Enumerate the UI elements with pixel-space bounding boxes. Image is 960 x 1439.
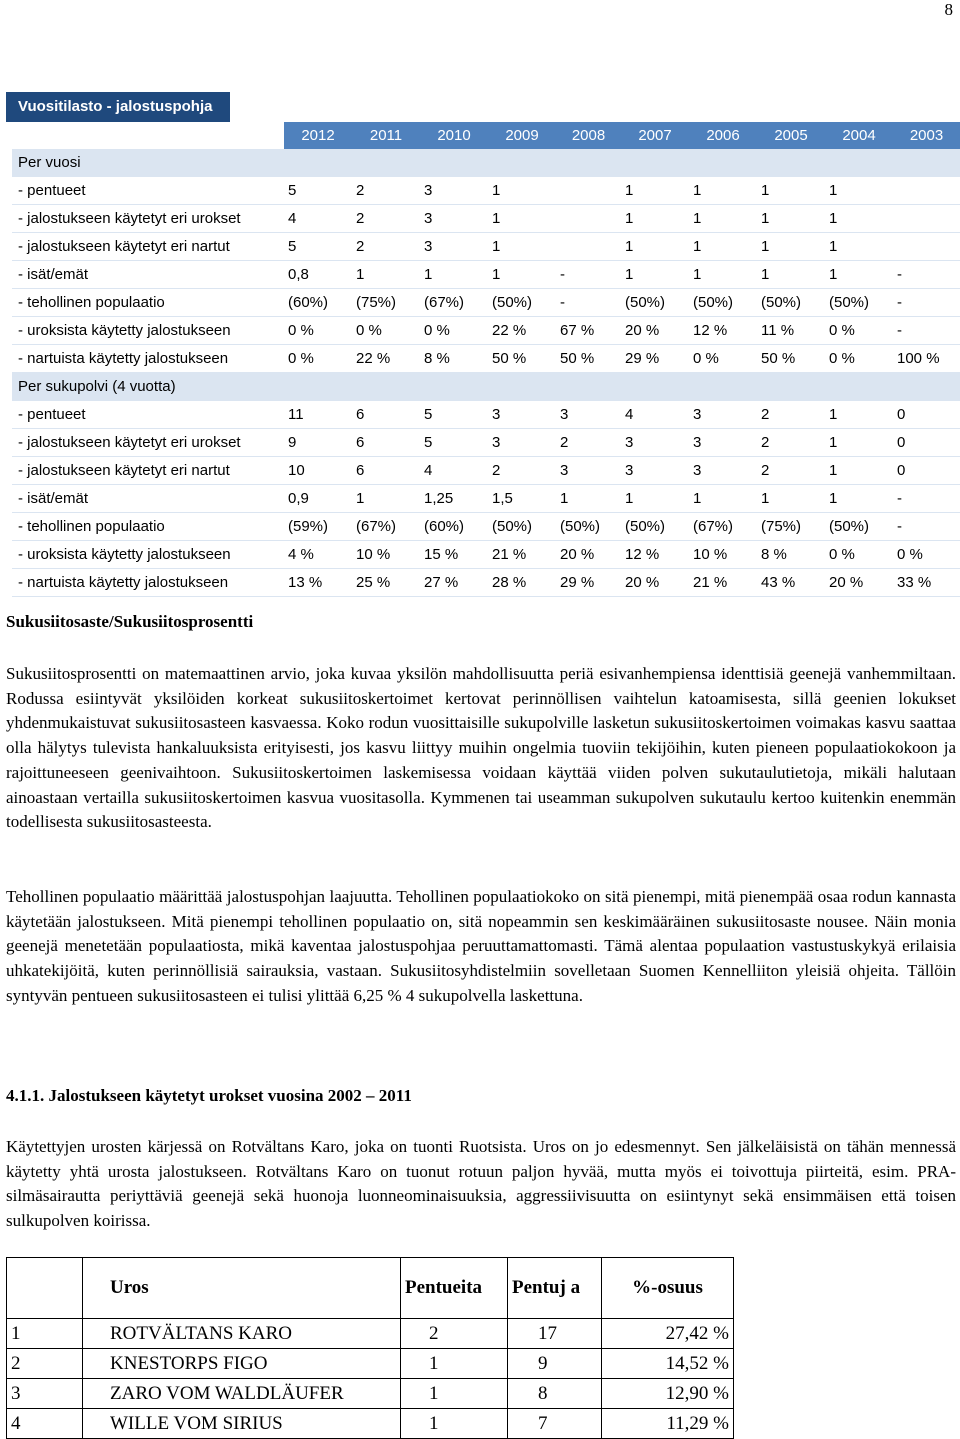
cell-value: 4 % xyxy=(284,541,352,569)
cell-value: 1 xyxy=(689,205,757,233)
row-label: - jalostukseen käytetyt eri nartut xyxy=(12,233,284,261)
cell-value xyxy=(689,373,757,401)
cell-value: 0 % xyxy=(420,317,488,345)
cell-value: 1,25 xyxy=(420,485,488,513)
cell-value: (59%) xyxy=(284,513,352,541)
table-row xyxy=(12,205,960,233)
cell-value: 1 xyxy=(757,205,825,233)
cell-value: (50%) xyxy=(689,289,757,317)
year-header: 2006 xyxy=(689,122,757,149)
cell-value: 5 xyxy=(420,429,488,457)
cell-value xyxy=(893,233,960,261)
cell-value: (50%) xyxy=(556,513,621,541)
cell-value: (50%) xyxy=(488,289,556,317)
row-label: Per sukupolvi (4 vuotta) xyxy=(12,373,284,401)
cell-value: 1 xyxy=(689,177,757,205)
share-cell: 11,29 % xyxy=(602,1409,734,1439)
cell-value: 1 xyxy=(825,205,893,233)
cell-value xyxy=(556,205,621,233)
year-header: 2008 xyxy=(556,122,621,149)
table-row xyxy=(12,513,960,541)
cell-value: 1 xyxy=(556,485,621,513)
cell-value: 100 % xyxy=(893,345,960,373)
cell-value xyxy=(893,149,960,177)
cell-value: (50%) xyxy=(825,513,893,541)
cell-value: 11 % xyxy=(757,317,825,345)
cell-value: 3 xyxy=(556,401,621,429)
cell-value: 0 % xyxy=(825,317,893,345)
table-row xyxy=(12,569,960,597)
section-heading: Sukusiitosaste/Sukusiitosprosentti xyxy=(6,612,254,631)
cell-value: 29 % xyxy=(621,345,689,373)
cell-value: (50%) xyxy=(757,289,825,317)
cell-value: 1 xyxy=(621,177,689,205)
cell-value: (50%) xyxy=(621,289,689,317)
cell-value: 1 xyxy=(757,261,825,289)
cell-value xyxy=(420,149,488,177)
sires-header-cell xyxy=(7,1258,83,1319)
table-row xyxy=(12,177,960,205)
table-row xyxy=(7,1409,734,1439)
row-label: - jalostukseen käytetyt eri urokset xyxy=(12,429,284,457)
cell-value xyxy=(284,149,352,177)
cell-value: 3 xyxy=(689,457,757,485)
row-label: - isät/emät xyxy=(12,485,284,513)
rank-cell: 4 xyxy=(7,1409,83,1439)
cell-value: - xyxy=(893,513,960,541)
sire-name-cell: WILLE VOM SIRIUS xyxy=(83,1409,401,1439)
cell-value: (75%) xyxy=(757,513,825,541)
cell-value: 28 % xyxy=(488,569,556,597)
sires-header-cell: %-osuus xyxy=(602,1258,734,1319)
year-header: 2012 xyxy=(284,122,352,149)
cell-value: (50%) xyxy=(621,513,689,541)
cell-value xyxy=(825,373,893,401)
cell-value: 1 xyxy=(420,261,488,289)
cell-value: 20 % xyxy=(621,317,689,345)
table-row xyxy=(12,289,960,317)
share-cell: 12,90 % xyxy=(602,1379,734,1409)
year-header: 2011 xyxy=(352,122,420,149)
cell-value: 20 % xyxy=(621,569,689,597)
cell-value: - xyxy=(893,485,960,513)
puppies-cell: 7 xyxy=(508,1409,602,1439)
cell-value: 12 % xyxy=(689,317,757,345)
cell-value xyxy=(284,373,352,401)
litters-cell: 2 xyxy=(401,1319,508,1349)
cell-value: 29 % xyxy=(556,569,621,597)
cell-value xyxy=(420,373,488,401)
table-row xyxy=(12,429,960,457)
row-label: - isät/emät xyxy=(12,261,284,289)
table-row xyxy=(7,1349,734,1379)
cell-value: 1 xyxy=(757,177,825,205)
table-row xyxy=(12,233,960,261)
sires-header-cell: Pentuj a xyxy=(508,1258,602,1319)
rank-cell: 1 xyxy=(7,1319,83,1349)
cell-value: 0 % xyxy=(689,345,757,373)
cell-value xyxy=(825,149,893,177)
cell-value: (60%) xyxy=(420,513,488,541)
year-header: 2004 xyxy=(825,122,893,149)
paragraph-text: Sukusiitosprosentti on matemaattinen arvio, joka kuvaa yksilön mahdollisuutta periä esivanhempiensa identtisiä geenejä vanhemmiltaan. Rodussa esiintyvät yksilöiden korkeat sukusiitoskertoimet kertovat perinnöllisen vaihtelun katoamisesta, sillä geenien lokukset yhdenmukaistuvat sukusiitosasteen kasvaessa. Koko rodun vuosittaisille sukupolville lasketun sukusiitoskertoimen voimakas kasvu saattaa olla hälytys tulevista hankaluuksista erityisesti, jos kasvu liittyy muihin ongelmia tuoviin tekijöihin, kuten pieneen populaatiokokoon ja rajoittuneeseen geenivaihtoon. Sukusiitoskertoimen laskemisessa voidaan käyttää viiden polven sukutaulutietoja, mikäli halutaan ainoastaan vertailla sukusiitoskertoimen kasvua vuositasolla. Kymmenen tai useamman sukupolven sukutaulu kertoo kuitenkin enemmän todellisesta sukusiitosasteesta. xyxy=(6,664,956,832)
cell-value: 22 % xyxy=(352,345,420,373)
sires-header-cell: Uros xyxy=(83,1258,401,1319)
paragraph-inbreeding xyxy=(6,662,956,835)
cell-value: 8 % xyxy=(757,541,825,569)
sire-name-cell: KNESTORPS FIGO xyxy=(83,1349,401,1379)
sire-name-cell: ROTVÄLTANS KARO xyxy=(83,1319,401,1349)
litters-cell: 1 xyxy=(401,1409,508,1439)
rank-cell: 3 xyxy=(7,1379,83,1409)
cell-value: 2 xyxy=(757,457,825,485)
cell-value: 3 xyxy=(488,429,556,457)
cell-value: 2 xyxy=(352,205,420,233)
cell-value: 1 xyxy=(825,429,893,457)
cell-value: 1 xyxy=(825,401,893,429)
year-header: 2005 xyxy=(757,122,825,149)
cell-value: 25 % xyxy=(352,569,420,597)
cell-value: 2 xyxy=(352,233,420,261)
year-header-row xyxy=(12,122,960,149)
cell-value xyxy=(757,149,825,177)
cell-value: 1 xyxy=(757,485,825,513)
cell-value: 3 xyxy=(621,457,689,485)
cell-value: 21 % xyxy=(689,569,757,597)
cell-value: 4 xyxy=(420,457,488,485)
cell-value: 20 % xyxy=(825,569,893,597)
cell-value: 1 xyxy=(825,485,893,513)
cell-value xyxy=(556,233,621,261)
section-row xyxy=(12,373,960,401)
puppies-cell: 9 xyxy=(508,1349,602,1379)
cell-value: 10 % xyxy=(352,541,420,569)
cell-value xyxy=(352,373,420,401)
cell-value: (50%) xyxy=(825,289,893,317)
year-header: 2009 xyxy=(488,122,556,149)
cell-value: 0,9 xyxy=(284,485,352,513)
row-label: - nartuista käytetty jalostukseen xyxy=(12,345,284,373)
cell-value: - xyxy=(893,289,960,317)
cell-value: 5 xyxy=(420,401,488,429)
share-cell: 27,42 % xyxy=(602,1319,734,1349)
cell-value: 5 xyxy=(284,177,352,205)
cell-value: 1 xyxy=(689,233,757,261)
table-row xyxy=(12,345,960,373)
cell-value: 1 xyxy=(488,233,556,261)
cell-value: 3 xyxy=(689,401,757,429)
cell-value: 1 xyxy=(352,261,420,289)
row-label: - uroksista käytetty jalostukseen xyxy=(12,541,284,569)
cell-value: 2 xyxy=(757,429,825,457)
cell-value: 5 xyxy=(284,233,352,261)
sires-table xyxy=(6,1257,734,1439)
cell-value: 21 % xyxy=(488,541,556,569)
puppies-cell: 17 xyxy=(508,1319,602,1349)
sires-header-cell: Pentueita xyxy=(401,1258,508,1319)
cell-value: - xyxy=(893,317,960,345)
cell-value: 2 xyxy=(488,457,556,485)
table-row xyxy=(12,261,960,289)
cell-value: 0 xyxy=(893,401,960,429)
cell-value: 0 % xyxy=(825,541,893,569)
cell-value: 1 xyxy=(621,205,689,233)
table-row xyxy=(12,401,960,429)
cell-value: 1 xyxy=(488,261,556,289)
cell-value: 67 % xyxy=(556,317,621,345)
cell-value: 20 % xyxy=(556,541,621,569)
cell-value: 3 xyxy=(420,205,488,233)
row-label: - jalostukseen käytetyt eri urokset xyxy=(12,205,284,233)
cell-value: 3 xyxy=(556,457,621,485)
paragraph-sires xyxy=(6,1135,956,1234)
cell-value xyxy=(556,177,621,205)
cell-value: 1 xyxy=(352,485,420,513)
cell-value xyxy=(488,149,556,177)
year-header: 2010 xyxy=(420,122,488,149)
table-row xyxy=(12,457,960,485)
litters-cell: 1 xyxy=(401,1349,508,1379)
cell-value: 4 xyxy=(284,205,352,233)
cell-value: 0 xyxy=(893,429,960,457)
table-row xyxy=(12,541,960,569)
row-label: - jalostukseen käytetyt eri nartut xyxy=(12,457,284,485)
cell-value: 0 % xyxy=(284,317,352,345)
page-number: 8 xyxy=(944,0,953,19)
cell-value xyxy=(488,373,556,401)
cell-value: 1 xyxy=(621,485,689,513)
cell-value: 6 xyxy=(352,457,420,485)
cell-value xyxy=(556,373,621,401)
paragraph-text: Käytettyjen urosten kärjessä on Rotvältans Karo, joka on tuonti Ruotsista. Uros on jo edesmennyt. Sen jälkeläisistä on tähän mennessä käytetty yhtä urosta jalostukseen. Rotvältans Karo on tuonut rotuun paljon hyvää, mutta myös ei toivottuja piirteitä, esim. PRA-silmäsairautta periyttäviä geenejä sekä huonoja luonneominaisuuksia, aggressiivisuutta on esiintynyt sekä ensimmäisen että toisen sulkupolven koirissa. xyxy=(6,1137,956,1231)
cell-value: 3 xyxy=(689,429,757,457)
table-row xyxy=(7,1319,734,1349)
cell-value: 27 % xyxy=(420,569,488,597)
cell-value: 10 xyxy=(284,457,352,485)
cell-value: 1 xyxy=(689,485,757,513)
cell-value: 3 xyxy=(420,233,488,261)
cell-value xyxy=(893,373,960,401)
cell-value xyxy=(757,373,825,401)
cell-value: 1,5 xyxy=(488,485,556,513)
cell-value: - xyxy=(556,261,621,289)
cell-value: 13 % xyxy=(284,569,352,597)
cell-value: 6 xyxy=(352,401,420,429)
cell-value: 2 xyxy=(757,401,825,429)
cell-value: 43 % xyxy=(757,569,825,597)
paragraph-text: Tehollinen populaatio määrittää jalostuspohjan laajuutta. Tehollinen populaatiokoko on sitä pienempi, mitä pienempää osaa rodun kannasta käytetään jalostukseen. Mitä pienempi tehollinen populaatio on, sitä nopeammin sen keskimääräinen sukusiitosaste nousee. Näin monia geenejä menetetään populaatiosta, mikä kaventaa jalostuspohjaa peruuttamattomasti. Tämä alentaa populaation vastustuskykyä erilaisia uhkatekijöitä, kuten perinnöllisiä sairauksia, vastaan. Sukusiitosyhdistelmiin sovelletaan Suomen Kennelliiton yleisiä ohjeita. Tällöin syntyvän pentueen sukusiitosasteen ei tulisi ylittää 6,25 % 4 sukupolvella laskettuna. xyxy=(6,887,956,1005)
table-row xyxy=(12,317,960,345)
cell-value: 1 xyxy=(825,457,893,485)
litters-cell: 1 xyxy=(401,1379,508,1409)
cell-value: 0 % xyxy=(825,345,893,373)
cell-value: 1 xyxy=(825,261,893,289)
cell-value: 1 xyxy=(488,177,556,205)
cell-value: 1 xyxy=(757,233,825,261)
year-header: 2007 xyxy=(621,122,689,149)
cell-value: (75%) xyxy=(352,289,420,317)
cell-value: 9 xyxy=(284,429,352,457)
cell-value: 1 xyxy=(689,261,757,289)
statistics-title: Vuositilasto - jalostuspohja xyxy=(6,92,230,122)
cell-value: 6 xyxy=(352,429,420,457)
cell-value: 0 % xyxy=(284,345,352,373)
cell-value: 3 xyxy=(488,401,556,429)
cell-value: - xyxy=(556,289,621,317)
cell-value: (67%) xyxy=(352,513,420,541)
cell-value: 1 xyxy=(621,261,689,289)
row-label: - tehollinen populaatio xyxy=(12,513,284,541)
cell-value xyxy=(621,149,689,177)
cell-value: - xyxy=(893,261,960,289)
row-label: - pentueet xyxy=(12,177,284,205)
rank-cell: 2 xyxy=(7,1349,83,1379)
cell-value: 1 xyxy=(825,177,893,205)
row-label: - pentueet xyxy=(12,401,284,429)
cell-value: 3 xyxy=(621,429,689,457)
cell-value: 33 % xyxy=(893,569,960,597)
cell-value: 2 xyxy=(352,177,420,205)
paragraph-effective-population xyxy=(6,885,956,1009)
cell-value: 4 xyxy=(621,401,689,429)
year-header: 2003 xyxy=(893,122,960,149)
share-cell: 14,52 % xyxy=(602,1349,734,1379)
cell-value: 15 % xyxy=(420,541,488,569)
row-label: - uroksista käytetty jalostukseen xyxy=(12,317,284,345)
cell-value xyxy=(352,149,420,177)
subsection-heading: 4.1.1. Jalostukseen käytetyt urokset vuosina 2002 – 2011 xyxy=(6,1086,412,1105)
statistics-image xyxy=(6,92,956,591)
cell-value: 3 xyxy=(420,177,488,205)
statistics-table xyxy=(12,122,960,597)
cell-value: (67%) xyxy=(420,289,488,317)
cell-value: 0,8 xyxy=(284,261,352,289)
cell-value: 10 % xyxy=(689,541,757,569)
cell-value xyxy=(556,149,621,177)
cell-value xyxy=(689,149,757,177)
cell-value: 0 % xyxy=(893,541,960,569)
puppies-cell: 8 xyxy=(508,1379,602,1409)
cell-value: 22 % xyxy=(488,317,556,345)
cell-value: 50 % xyxy=(556,345,621,373)
cell-value xyxy=(621,373,689,401)
cell-value: (50%) xyxy=(488,513,556,541)
row-label: - nartuista käytetty jalostukseen xyxy=(12,569,284,597)
cell-value: 0 xyxy=(893,457,960,485)
cell-value: (60%) xyxy=(284,289,352,317)
cell-value: 50 % xyxy=(488,345,556,373)
cell-value: 0 % xyxy=(352,317,420,345)
cell-value: (67%) xyxy=(689,513,757,541)
table-row xyxy=(7,1379,734,1409)
cell-value xyxy=(893,177,960,205)
cell-value: 2 xyxy=(556,429,621,457)
cell-value: 12 % xyxy=(621,541,689,569)
cell-value: 1 xyxy=(488,205,556,233)
sire-name-cell: ZARO VOM WALDLÄUFER xyxy=(83,1379,401,1409)
cell-value xyxy=(893,205,960,233)
cell-value: 11 xyxy=(284,401,352,429)
section-row xyxy=(12,149,960,177)
row-label: Per vuosi xyxy=(12,149,284,177)
year-header-blank xyxy=(12,122,284,149)
cell-value: 8 % xyxy=(420,345,488,373)
sires-header-row xyxy=(7,1258,734,1319)
table-row xyxy=(12,485,960,513)
cell-value: 1 xyxy=(621,233,689,261)
cell-value: 1 xyxy=(825,233,893,261)
row-label: - tehollinen populaatio xyxy=(12,289,284,317)
cell-value: 50 % xyxy=(757,345,825,373)
